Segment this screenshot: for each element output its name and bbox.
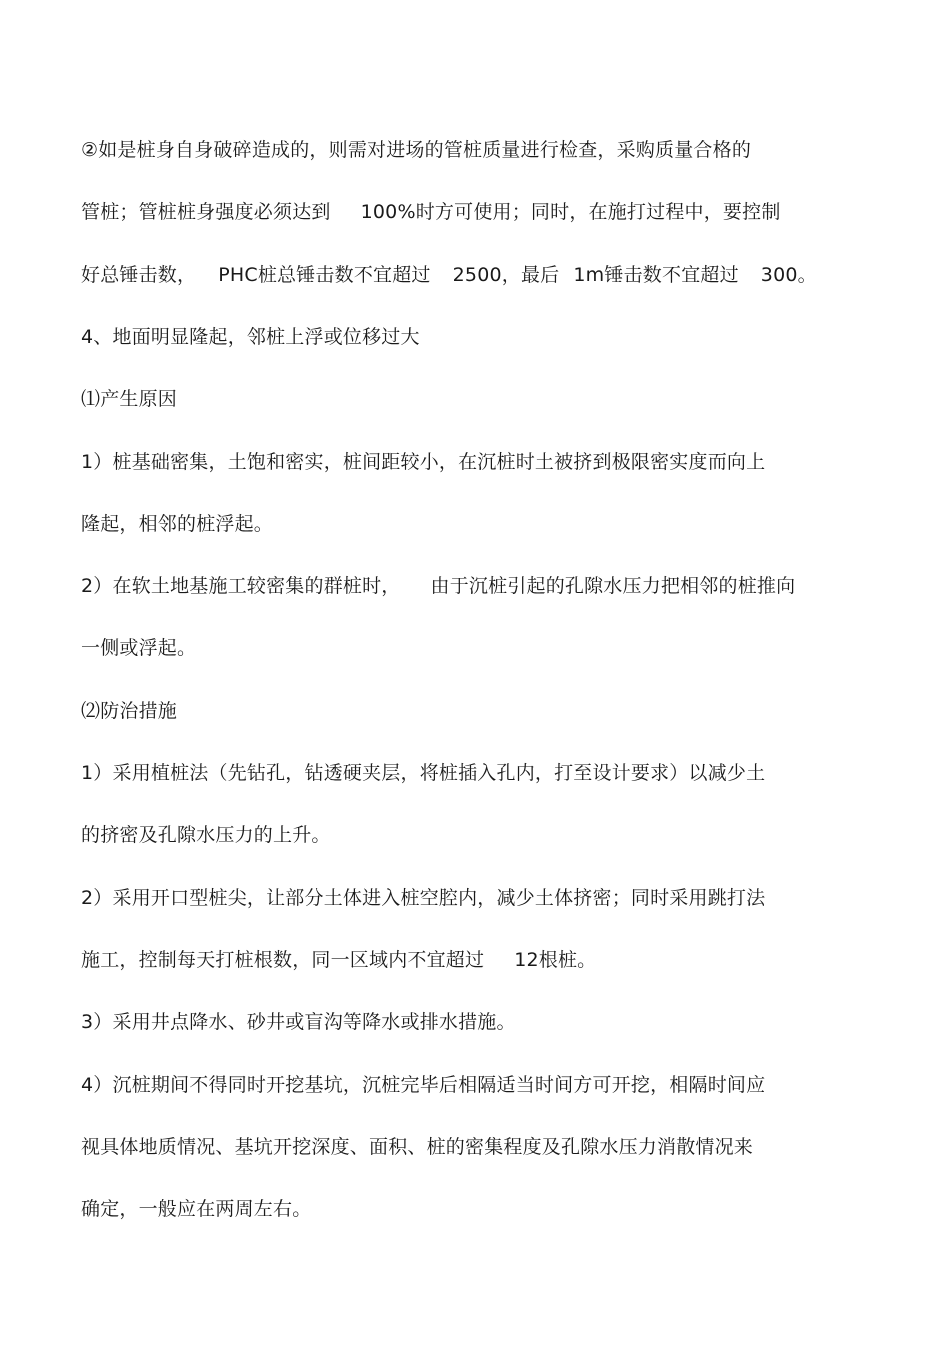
text-segment: 施工，控制每天打桩根数，同一区域内不宜超过 (81, 949, 485, 971)
text-segment: 2500，最后 (452, 264, 560, 286)
text-segment: 好总锤击数， (81, 264, 197, 286)
text-segment: 12根桩。 (514, 949, 597, 971)
paragraph-line (81, 574, 795, 598)
paragraph-line (81, 200, 781, 224)
paragraph-line (81, 263, 817, 287)
text-segment: 由于沉桩引起的孔隙水压力把相邻的桩推向 (430, 575, 796, 597)
subsection-heading: ⑴产生原因 (81, 388, 178, 410)
paragraph-line (81, 948, 596, 972)
paragraph-line: 1）桩基础密集，土饱和密实，桩间距较小，在沉桩时土被挤到极限密实度而向上 (81, 451, 766, 473)
text-segment: 2）在软土地基施工较密集的群桩时， (81, 575, 401, 597)
text-segment: 1m锤击数不宜超过 (573, 264, 739, 286)
paragraph-line: 一侧或浮起。 (81, 637, 197, 659)
paragraph-line: 2）采用开口型桩尖，让部分土体进入桩空腔内，减少土体挤密；同时采用跳打法 (81, 887, 766, 909)
paragraph-line: ②如是桩身自身破碎造成的，则需对进场的管桩质量进行检查，采购质量合格的 (81, 139, 752, 161)
paragraph-line: 1）采用植桩法（先钻孔，钻透硬夹层，将桩插入孔内，打至设计要求）以减少土 (81, 762, 766, 784)
paragraph-line: 3）采用井点降水、砂井或盲沟等降水或排水措施。 (81, 1011, 516, 1033)
text-segment: PHC桩总锤击数不宜超过 (218, 264, 431, 286)
text-segment: 100%时方可使用；同时，在施打过程中，要控制 (360, 201, 781, 223)
subsection-heading: ⑵防治措施 (81, 700, 178, 722)
paragraph-line: 4）沉桩期间不得同时开挖基坑，沉桩完毕后相隔适当时间方可开挖，相隔时间应 (81, 1074, 766, 1096)
paragraph-line: 视具体地质情况、基坑开挖深度、面积、桩的密集程度及孔隙水压力消散情况来 (81, 1136, 754, 1158)
paragraph-line: 确定，一般应在两周左右。 (81, 1198, 312, 1220)
section-heading: 4、地面明显隆起，邻桩上浮或位移过大 (81, 326, 420, 348)
paragraph-line: 的挤密及孔隙水压力的上升。 (81, 824, 331, 846)
text-segment: 管桩；管桩桩身强度必须达到 (81, 201, 331, 223)
text-segment: 300。 (760, 264, 817, 286)
paragraph-line: 隆起，相邻的桩浮起。 (81, 513, 274, 535)
